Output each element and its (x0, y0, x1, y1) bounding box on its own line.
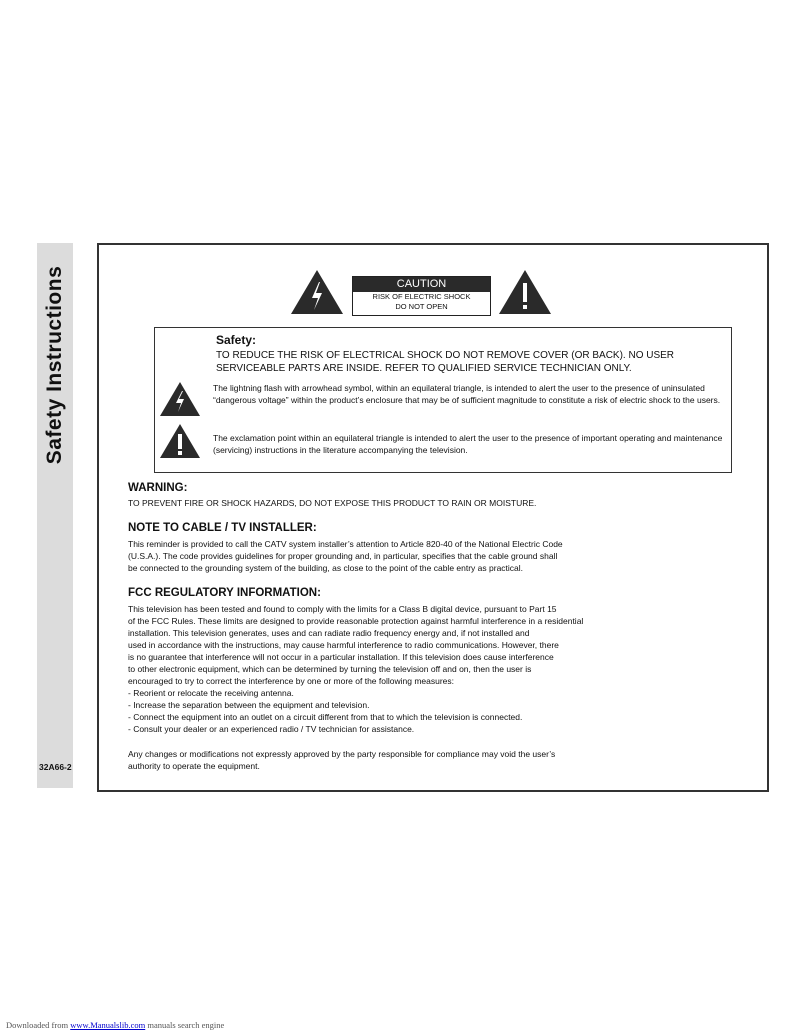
exclamation-warning-icon (497, 268, 553, 316)
model-code: 32A66-2 (39, 762, 72, 772)
footer-suffix: manuals search engine (147, 1020, 225, 1030)
fcc-line: installation. This television generates, uses and can radiate radio frequency energy and, if not installed and (128, 628, 530, 638)
fcc-line: encouraged to try to correct the interference by one or more of the following measures: (128, 676, 455, 686)
footer-prefix: Downloaded from (6, 1020, 69, 1030)
fcc-line: - Reorient or relocate the receiving antenna. (128, 688, 294, 698)
exclamation-symbol-text: The exclamation point within an equilateral triangle is intended to alert the user to the presence of important operating and maintenance (servicing) instructions in the literature accompanying the television. (213, 433, 723, 455)
cable-paragraph (128, 538, 728, 574)
fcc-line: - Connect the equipment into an outlet on a circuit different from that to which the television is connected. (128, 712, 523, 722)
cable-title: NOTE TO CABLE / TV INSTALLER: (128, 522, 317, 534)
lightning-symbol-text: The lightning flash with arrowhead symbol, within an equilateral triangle, is intended to alert the user to the presence of uninsulated “dangerous voltage” within the product’s enclosure that may be of sufficient magnitude to constitute a risk of electric shock to the users. (213, 383, 721, 405)
fcc-line: - Increase the separation between the equipment and television. (128, 700, 370, 710)
fcc-closing-line: Any changes or modifications not expressly approved by the party responsible for compliance may void the user’s (128, 749, 556, 759)
cable-line: (U.S.A.). The code provides guidelines for proper grounding and, in particular, specifies that the cable ground shall (128, 551, 558, 561)
caution-line-1: RISK OF ELECTRIC SHOCK (372, 292, 471, 301)
fcc-line: to other electronic equipment, which can be determined by turning the television off and on, then the user is (128, 664, 532, 674)
warning-title: WARNING: (128, 482, 188, 494)
caution-title: CAUTION (353, 277, 490, 292)
safety-body: TO REDUCE THE RISK OF ELECTRICAL SHOCK DO NOT REMOVE COVER (OR BACK). NO USER SERVICEABLE PARTS ARE INSIDE. REFER TO QUALIFIED SERVICE TECHNICIAN ONLY. (216, 350, 675, 374)
fcc-line: is no guarantee that interference will not occur in a particular installation. If this television does cause interference (128, 652, 554, 662)
fcc-closing-line: authority to operate the equipment. (128, 761, 260, 771)
fcc-closing (128, 748, 728, 772)
exclamation-symbol-icon (158, 422, 202, 460)
fcc-line: of the FCC Rules. These limits are designed to provide reasonable protection against harmful interference in a residential (128, 616, 584, 626)
lightning-warning-icon (289, 268, 345, 316)
download-footer (6, 1020, 224, 1030)
fcc-line: used in accordance with the instructions, may cause harmful interference to radio communications. However, there (128, 640, 559, 650)
fcc-line: This television has been tested and found to comply with the limits for a Class B digital device, pursuant to Part 15 (128, 604, 557, 614)
fcc-paragraph (128, 603, 728, 735)
lightning-symbol-icon (158, 380, 202, 418)
cable-line: This reminder is provided to call the CATV system installer’s attention to Article 820-40 of the National Electric Code (128, 539, 563, 549)
caution-line-2: DO NOT OPEN (395, 302, 448, 311)
caution-label (352, 276, 491, 316)
side-tab-title: Safety Instructions (43, 265, 66, 465)
fcc-line: - Consult your dealer or an experienced radio / TV technician for assistance. (128, 724, 415, 734)
manualslib-link[interactable]: www.Manualslib.com (70, 1020, 146, 1030)
warning-body: TO PREVENT FIRE OR SHOCK HAZARDS, DO NOT EXPOSE THIS PRODUCT TO RAIN OR MOISTURE. (128, 498, 537, 508)
safety-title: Safety: (216, 333, 257, 347)
cable-line: be connected to the grounding system of the building, as close to the point of the cable entry as practical. (128, 563, 524, 573)
fcc-title: FCC REGULATORY INFORMATION: (128, 587, 321, 599)
